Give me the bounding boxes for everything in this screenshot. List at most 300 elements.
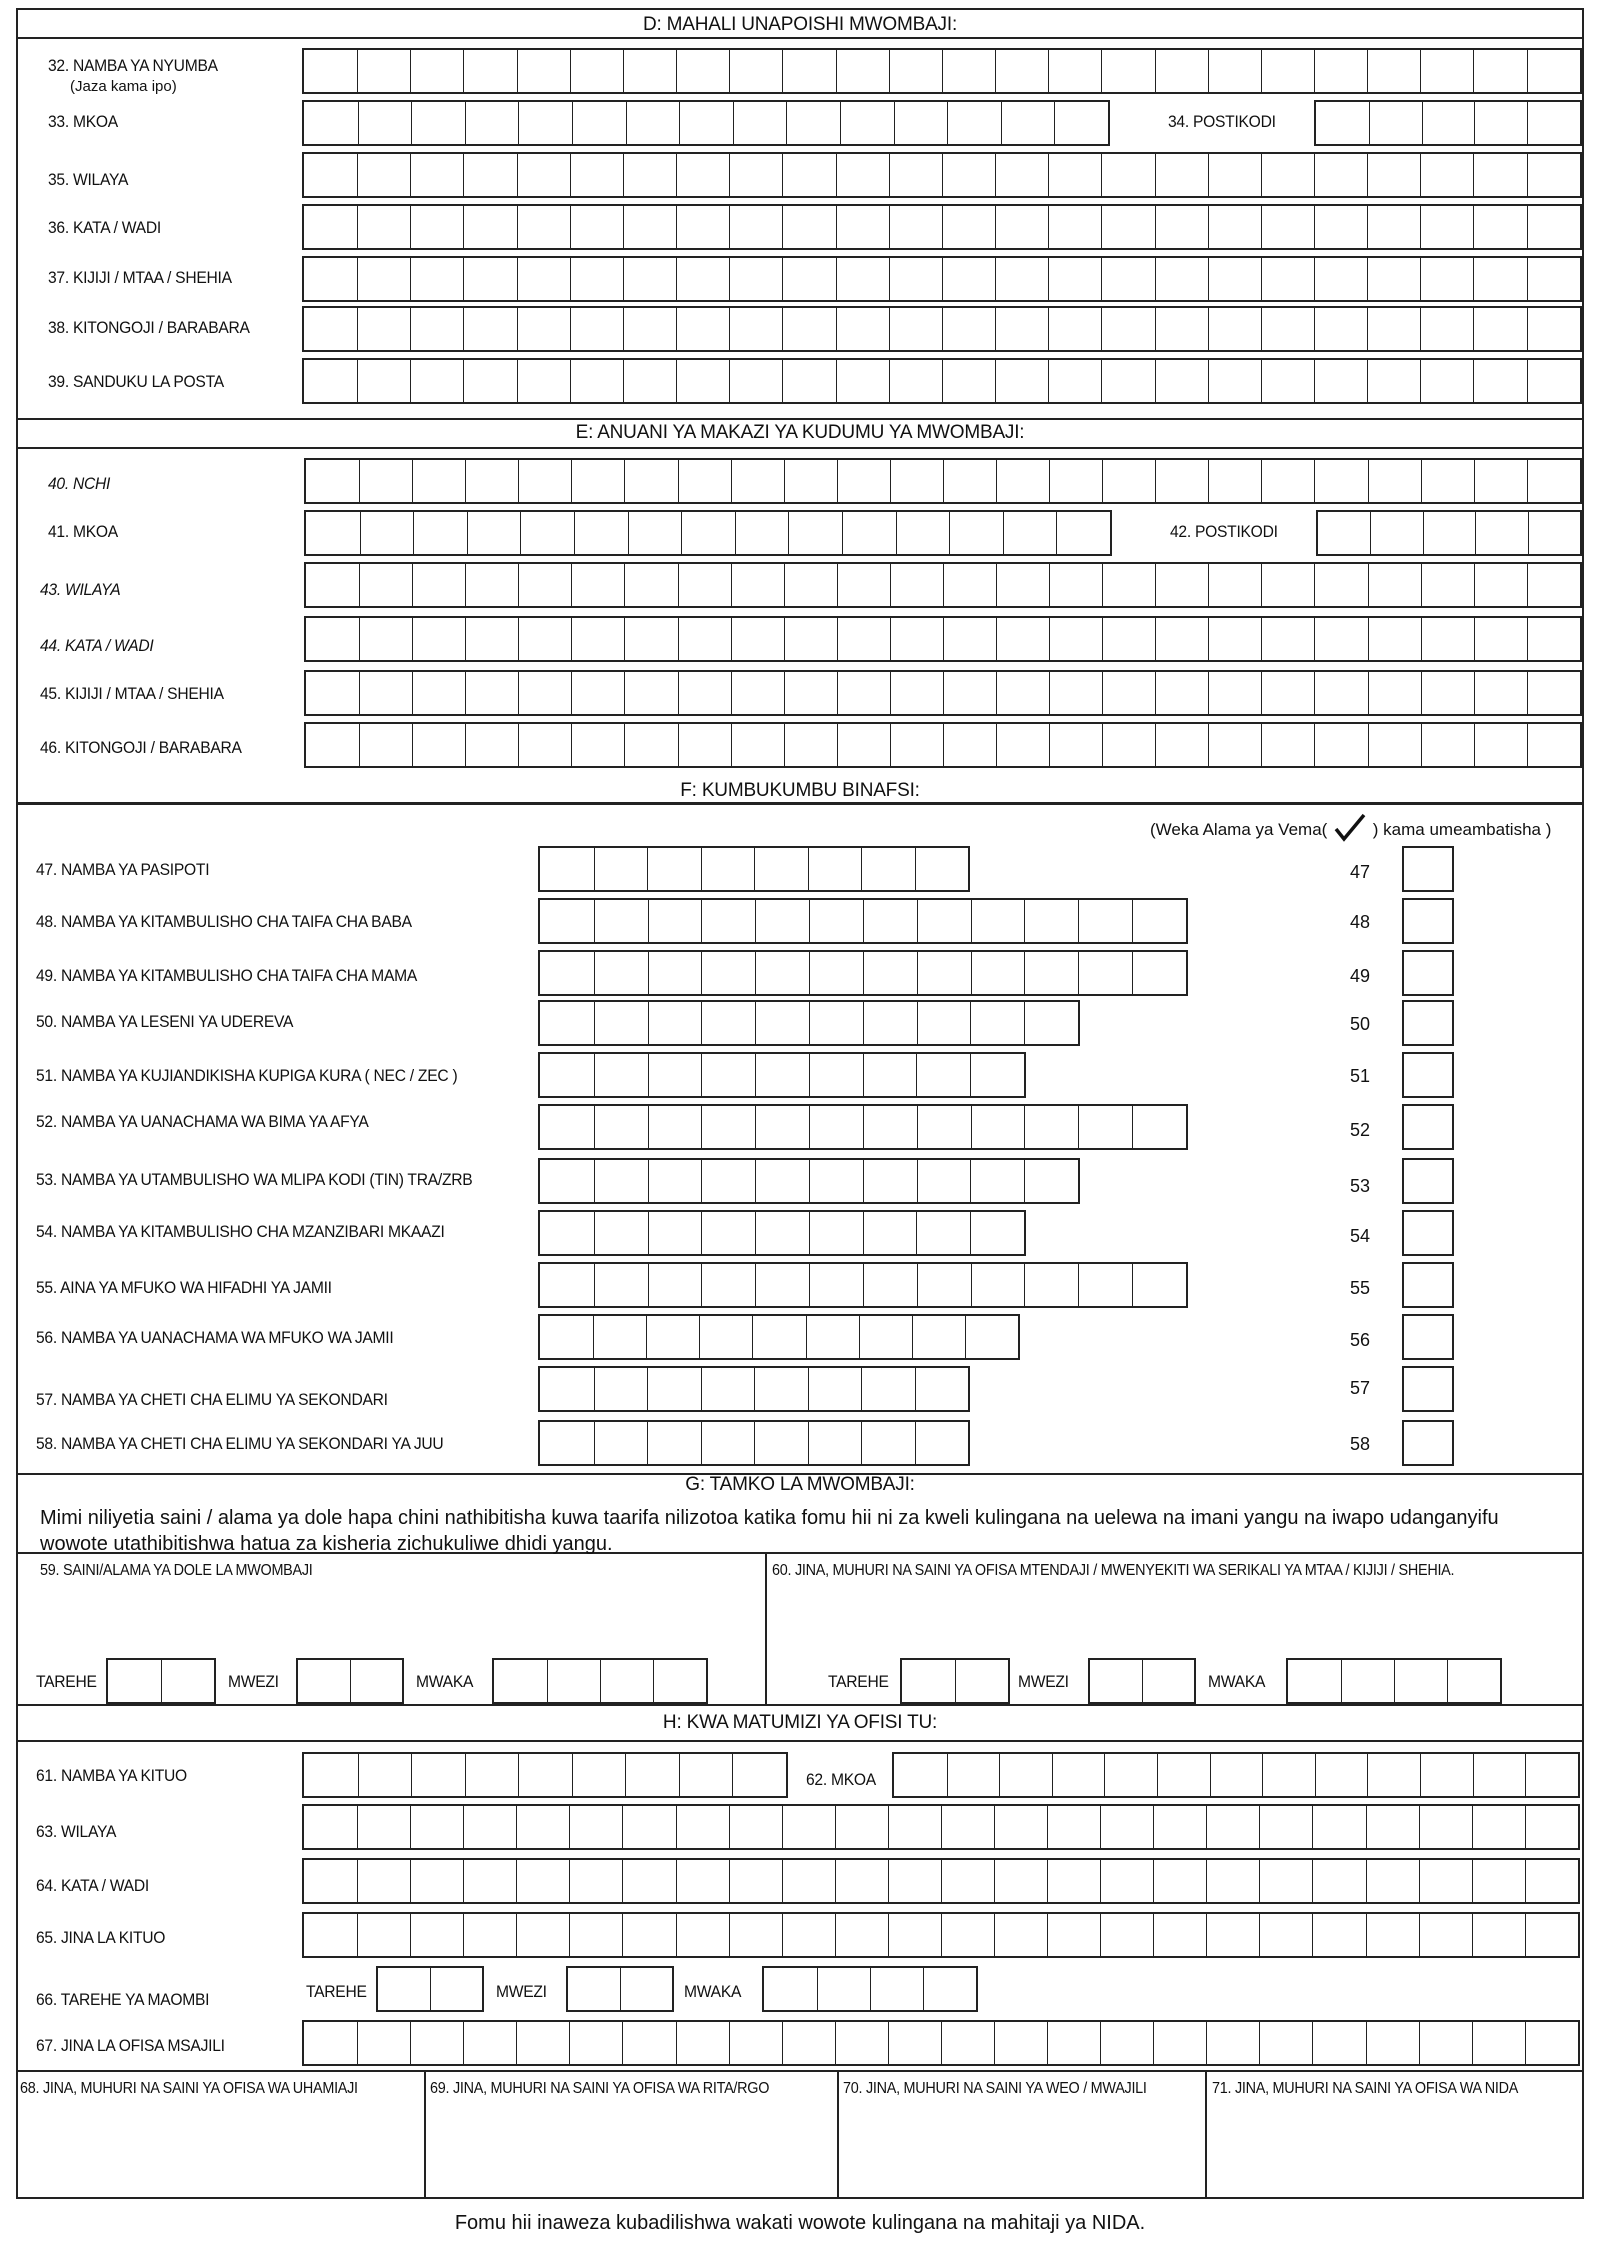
character-cell[interactable] (306, 618, 359, 660)
character-cell[interactable] (835, 1914, 888, 1956)
character-cell[interactable] (701, 952, 755, 994)
character-cell[interactable] (517, 308, 570, 350)
character-cell[interactable] (1102, 618, 1155, 660)
character-cell[interactable] (863, 1212, 917, 1254)
character-cell[interactable] (942, 258, 995, 300)
character-cell[interactable] (863, 1002, 917, 1044)
character-cell[interactable] (995, 258, 1048, 300)
input-ward-d[interactable] (302, 204, 1582, 250)
character-cell[interactable] (679, 1754, 733, 1796)
character-cell[interactable] (1472, 1806, 1525, 1848)
input-month-right[interactable] (1088, 1658, 1196, 1704)
character-cell[interactable] (676, 2022, 729, 2064)
character-cell[interactable] (304, 1754, 358, 1796)
character-cell[interactable] (648, 1264, 702, 1306)
character-cell[interactable] (729, 154, 782, 196)
character-cell[interactable] (1261, 258, 1314, 300)
character-cell[interactable] (995, 50, 1048, 92)
character-cell[interactable] (782, 1806, 835, 1848)
character-cell[interactable] (463, 308, 516, 350)
character-cell[interactable] (701, 1002, 755, 1044)
input-social-fund-membership[interactable] (538, 1314, 1020, 1360)
character-cell[interactable] (304, 2022, 357, 2064)
character-cell[interactable] (890, 672, 943, 714)
character-cell[interactable] (1527, 154, 1580, 196)
input-month-left[interactable] (296, 1658, 404, 1704)
character-cell[interactable] (517, 50, 570, 92)
character-cell[interactable] (788, 512, 842, 554)
character-cell[interactable] (1366, 2022, 1419, 2064)
character-cell[interactable] (943, 564, 996, 606)
character-cell[interactable] (410, 258, 463, 300)
character-cell[interactable] (359, 724, 412, 766)
character-cell[interactable] (889, 258, 942, 300)
character-cell[interactable] (1261, 154, 1314, 196)
character-cell[interactable] (540, 952, 594, 994)
character-cell[interactable] (465, 460, 518, 502)
character-cell[interactable] (733, 102, 787, 144)
character-cell[interactable] (735, 512, 789, 554)
character-cell[interactable] (646, 1316, 699, 1358)
character-cell[interactable] (1024, 952, 1078, 994)
character-cell[interactable] (647, 1368, 701, 1410)
checkbox-father-nid[interactable] (1402, 898, 1454, 944)
character-cell[interactable] (1419, 1806, 1472, 1848)
character-cell[interactable] (808, 848, 862, 890)
character-cell[interactable] (1421, 724, 1474, 766)
character-cell[interactable] (917, 1264, 971, 1306)
character-cell[interactable] (701, 1264, 755, 1306)
character-cell[interactable] (1049, 618, 1102, 660)
character-cell[interactable] (1024, 1106, 1078, 1148)
character-cell[interactable] (729, 206, 782, 248)
character-cell[interactable] (994, 1806, 1047, 1848)
character-cell[interactable] (1314, 672, 1367, 714)
character-cell[interactable] (836, 308, 889, 350)
character-cell[interactable] (594, 1106, 648, 1148)
character-cell[interactable] (676, 1860, 729, 1902)
character-cell[interactable] (678, 460, 731, 502)
character-cell[interactable] (970, 1160, 1024, 1202)
character-cell[interactable] (463, 206, 516, 248)
input-health-insurance[interactable] (538, 1104, 1188, 1150)
character-cell[interactable] (999, 1754, 1052, 1796)
character-cell[interactable] (676, 258, 729, 300)
character-cell[interactable] (837, 460, 890, 502)
character-cell[interactable] (943, 460, 996, 502)
character-cell[interactable] (1132, 900, 1186, 942)
character-cell[interactable] (359, 460, 412, 502)
character-cell[interactable] (1316, 102, 1369, 144)
character-cell[interactable] (889, 308, 942, 350)
character-cell[interactable] (902, 1660, 955, 1702)
character-cell[interactable] (1132, 952, 1186, 994)
character-cell[interactable] (624, 672, 677, 714)
checkbox-advanced-secondary-cert[interactable] (1402, 1420, 1454, 1466)
input-advanced-secondary-cert[interactable] (538, 1420, 970, 1466)
character-cell[interactable] (357, 360, 410, 402)
character-cell[interactable] (729, 50, 782, 92)
character-cell[interactable] (1472, 2022, 1525, 2064)
character-cell[interactable] (594, 1002, 648, 1044)
character-cell[interactable] (1314, 50, 1367, 92)
character-cell[interactable] (1003, 512, 1057, 554)
character-cell[interactable] (1262, 1754, 1315, 1796)
character-cell[interactable] (1527, 724, 1580, 766)
character-cell[interactable] (863, 900, 917, 942)
character-cell[interactable] (809, 1160, 863, 1202)
input-day-right[interactable] (900, 1658, 1010, 1704)
character-cell[interactable] (755, 1054, 809, 1096)
character-cell[interactable] (996, 564, 1049, 606)
input-month-h[interactable] (566, 1966, 674, 2012)
character-cell[interactable] (1047, 1806, 1100, 1848)
character-cell[interactable] (943, 672, 996, 714)
character-cell[interactable] (357, 1860, 410, 1902)
character-cell[interactable] (1312, 2022, 1365, 2064)
character-cell[interactable] (304, 360, 357, 402)
character-cell[interactable] (572, 102, 626, 144)
character-cell[interactable] (809, 1002, 863, 1044)
character-cell[interactable] (1473, 154, 1526, 196)
character-cell[interactable] (970, 1212, 1024, 1254)
character-cell[interactable] (889, 206, 942, 248)
character-cell[interactable] (916, 1054, 970, 1096)
character-cell[interactable] (647, 1422, 701, 1464)
checkbox-mother-nid[interactable] (1402, 950, 1454, 996)
character-cell[interactable] (835, 1860, 888, 1902)
character-cell[interactable] (1261, 724, 1314, 766)
character-cell[interactable] (836, 206, 889, 248)
character-cell[interactable] (465, 672, 518, 714)
character-cell[interactable] (1367, 1754, 1420, 1796)
character-cell[interactable] (594, 1368, 648, 1410)
character-cell[interactable] (784, 460, 837, 502)
character-cell[interactable] (1056, 512, 1110, 554)
character-cell[interactable] (942, 308, 995, 350)
character-cell[interactable] (1155, 618, 1208, 660)
character-cell[interactable] (569, 1860, 622, 1902)
character-cell[interactable] (1155, 308, 1208, 350)
character-cell[interactable] (1024, 1160, 1078, 1202)
character-cell[interactable] (410, 2022, 463, 2064)
character-cell[interactable] (782, 308, 835, 350)
character-cell[interactable] (1048, 206, 1101, 248)
character-cell[interactable] (357, 154, 410, 196)
character-cell[interactable] (1314, 258, 1367, 300)
character-cell[interactable] (995, 360, 1048, 402)
character-cell[interactable] (678, 672, 731, 714)
character-cell[interactable] (1047, 1914, 1100, 1956)
character-cell[interactable] (1024, 900, 1078, 942)
character-cell[interactable] (942, 154, 995, 196)
character-cell[interactable] (1420, 308, 1473, 350)
character-cell[interactable] (786, 102, 840, 144)
character-cell[interactable] (784, 724, 837, 766)
character-cell[interactable] (540, 1054, 594, 1096)
character-cell[interactable] (569, 2022, 622, 2064)
input-station-number[interactable] (302, 1752, 788, 1798)
character-cell[interactable] (304, 1860, 357, 1902)
character-cell[interactable] (1259, 1914, 1312, 1956)
character-cell[interactable] (782, 360, 835, 402)
character-cell[interactable] (648, 952, 702, 994)
character-cell[interactable] (1206, 2022, 1259, 2064)
character-cell[interactable] (463, 1914, 516, 1956)
input-registrar-name[interactable] (302, 2020, 1580, 2066)
character-cell[interactable] (681, 512, 735, 554)
character-cell[interactable] (623, 360, 676, 402)
character-cell[interactable] (572, 1754, 626, 1796)
character-cell[interactable] (1052, 1754, 1105, 1796)
character-cell[interactable] (836, 50, 889, 92)
character-cell[interactable] (836, 360, 889, 402)
character-cell[interactable] (731, 564, 784, 606)
character-cell[interactable] (890, 618, 943, 660)
input-zanzibar-id[interactable] (538, 1210, 1026, 1256)
character-cell[interactable] (412, 724, 465, 766)
character-cell[interactable] (518, 1754, 572, 1796)
character-cell[interactable] (1048, 360, 1101, 402)
character-cell[interactable] (1049, 672, 1102, 714)
character-cell[interactable] (624, 564, 677, 606)
character-cell[interactable] (1420, 50, 1473, 92)
character-cell[interactable] (540, 1212, 594, 1254)
character-cell[interactable] (782, 258, 835, 300)
character-cell[interactable] (1208, 258, 1261, 300)
character-cell[interactable] (1024, 1002, 1078, 1044)
character-cell[interactable] (306, 460, 359, 502)
character-cell[interactable] (571, 672, 624, 714)
character-cell[interactable] (1525, 1754, 1578, 1796)
character-cell[interactable] (410, 206, 463, 248)
character-cell[interactable] (915, 1422, 969, 1464)
character-cell[interactable] (600, 1660, 653, 1702)
input-postcode-d[interactable] (1314, 100, 1582, 146)
character-cell[interactable] (1525, 2022, 1578, 2064)
character-cell[interactable] (1048, 154, 1101, 196)
character-cell[interactable] (1473, 1754, 1526, 1796)
character-cell[interactable] (1142, 1660, 1194, 1702)
character-cell[interactable] (678, 724, 731, 766)
character-cell[interactable] (1421, 618, 1474, 660)
character-cell[interactable] (840, 102, 894, 144)
character-cell[interactable] (304, 102, 358, 144)
character-cell[interactable] (676, 360, 729, 402)
character-cell[interactable] (701, 1160, 755, 1202)
character-cell[interactable] (648, 1160, 702, 1202)
character-cell[interactable] (947, 102, 1001, 144)
character-cell[interactable] (540, 900, 594, 942)
character-cell[interactable] (1473, 258, 1526, 300)
character-cell[interactable] (1101, 258, 1154, 300)
character-cell[interactable] (463, 360, 516, 402)
character-cell[interactable] (995, 308, 1048, 350)
character-cell[interactable] (594, 1264, 648, 1306)
character-cell[interactable] (594, 900, 648, 942)
input-secondary-cert[interactable] (538, 1366, 970, 1412)
character-cell[interactable] (357, 206, 410, 248)
character-cell[interactable] (894, 1754, 947, 1796)
character-cell[interactable] (298, 1660, 350, 1702)
character-cell[interactable] (1049, 724, 1102, 766)
character-cell[interactable] (306, 512, 360, 554)
character-cell[interactable] (1101, 50, 1154, 92)
character-cell[interactable] (1367, 360, 1420, 402)
character-cell[interactable] (1527, 564, 1580, 606)
character-cell[interactable] (1527, 672, 1580, 714)
character-cell[interactable] (1208, 50, 1261, 92)
character-cell[interactable] (1024, 1264, 1078, 1306)
character-cell[interactable] (1208, 154, 1261, 196)
character-cell[interactable] (1155, 564, 1208, 606)
character-cell[interactable] (463, 1806, 516, 1848)
character-cell[interactable] (809, 1106, 863, 1148)
character-cell[interactable] (701, 900, 755, 942)
character-cell[interactable] (863, 1160, 917, 1202)
character-cell[interactable] (1368, 564, 1421, 606)
character-cell[interactable] (1157, 1754, 1210, 1796)
character-cell[interactable] (1527, 360, 1580, 402)
character-cell[interactable] (628, 512, 682, 554)
character-cell[interactable] (1261, 564, 1314, 606)
character-cell[interactable] (809, 1054, 863, 1096)
character-cell[interactable] (890, 460, 943, 502)
character-cell[interactable] (1208, 672, 1261, 714)
character-cell[interactable] (540, 848, 594, 890)
character-cell[interactable] (1259, 1860, 1312, 1902)
character-cell[interactable] (1047, 1860, 1100, 1902)
character-cell[interactable] (942, 206, 995, 248)
character-cell[interactable] (1314, 360, 1367, 402)
character-cell[interactable] (1259, 1806, 1312, 1848)
character-cell[interactable] (955, 1660, 1008, 1702)
character-cell[interactable] (1366, 1860, 1419, 1902)
character-cell[interactable] (889, 360, 942, 402)
character-cell[interactable] (861, 848, 915, 890)
character-cell[interactable] (1474, 564, 1527, 606)
character-cell[interactable] (888, 1914, 941, 1956)
character-cell[interactable] (1315, 1754, 1368, 1796)
checkbox-social-fund-membership[interactable] (1402, 1314, 1454, 1360)
character-cell[interactable] (1447, 1660, 1500, 1702)
character-cell[interactable] (1473, 308, 1526, 350)
character-cell[interactable] (1394, 1660, 1447, 1702)
character-cell[interactable] (923, 1968, 976, 2010)
character-cell[interactable] (1367, 206, 1420, 248)
character-cell[interactable] (540, 1368, 594, 1410)
checkbox-driving-license[interactable] (1402, 1000, 1454, 1046)
character-cell[interactable] (463, 258, 516, 300)
character-cell[interactable] (917, 1002, 971, 1044)
character-cell[interactable] (1472, 1860, 1525, 1902)
character-cell[interactable] (517, 154, 570, 196)
character-cell[interactable] (653, 1660, 706, 1702)
character-cell[interactable] (754, 1368, 808, 1410)
character-cell[interactable] (1208, 206, 1261, 248)
character-cell[interactable] (1206, 1860, 1259, 1902)
character-cell[interactable] (108, 1660, 161, 1702)
character-cell[interactable] (1153, 1860, 1206, 1902)
character-cell[interactable] (1100, 1806, 1153, 1848)
character-cell[interactable] (411, 102, 465, 144)
character-cell[interactable] (676, 308, 729, 350)
character-cell[interactable] (410, 1860, 463, 1902)
character-cell[interactable] (809, 1212, 863, 1254)
character-cell[interactable] (1102, 672, 1155, 714)
character-cell[interactable] (764, 1968, 817, 2010)
character-cell[interactable] (729, 308, 782, 350)
character-cell[interactable] (1473, 50, 1526, 92)
character-cell[interactable] (410, 50, 463, 92)
character-cell[interactable] (463, 50, 516, 92)
character-cell[interactable] (1474, 460, 1527, 502)
character-cell[interactable] (1420, 258, 1473, 300)
character-cell[interactable] (1155, 50, 1208, 92)
character-cell[interactable] (540, 1316, 593, 1358)
input-district-h[interactable] (302, 1804, 1580, 1850)
character-cell[interactable] (1475, 512, 1527, 554)
character-cell[interactable] (943, 618, 996, 660)
character-cell[interactable] (304, 308, 357, 350)
character-cell[interactable] (412, 618, 465, 660)
character-cell[interactable] (304, 258, 357, 300)
character-cell[interactable] (518, 102, 572, 144)
character-cell[interactable] (1368, 724, 1421, 766)
character-cell[interactable] (648, 1212, 702, 1254)
character-cell[interactable] (1314, 618, 1367, 660)
character-cell[interactable] (941, 2022, 994, 2064)
character-cell[interactable] (806, 1316, 859, 1358)
character-cell[interactable] (648, 900, 702, 942)
character-cell[interactable] (1527, 102, 1580, 144)
character-cell[interactable] (996, 724, 1049, 766)
character-cell[interactable] (570, 50, 623, 92)
character-cell[interactable] (1420, 1754, 1473, 1796)
character-cell[interactable] (540, 1106, 594, 1148)
character-cell[interactable] (1288, 1660, 1341, 1702)
character-cell[interactable] (994, 1860, 1047, 1902)
character-cell[interactable] (994, 2022, 1047, 2064)
character-cell[interactable] (518, 460, 571, 502)
character-cell[interactable] (1048, 258, 1101, 300)
character-cell[interactable] (467, 512, 521, 554)
character-cell[interactable] (568, 1968, 620, 2010)
input-day-h[interactable] (376, 1966, 484, 2012)
character-cell[interactable] (917, 952, 971, 994)
character-cell[interactable] (837, 724, 890, 766)
character-cell[interactable] (912, 1316, 965, 1358)
character-cell[interactable] (896, 512, 950, 554)
character-cell[interactable] (570, 154, 623, 196)
character-cell[interactable] (1369, 102, 1422, 144)
character-cell[interactable] (782, 154, 835, 196)
character-cell[interactable] (1312, 1806, 1365, 1848)
character-cell[interactable] (623, 206, 676, 248)
character-cell[interactable] (1132, 1106, 1186, 1148)
character-cell[interactable] (732, 1754, 786, 1796)
character-cell[interactable] (540, 1264, 594, 1306)
character-cell[interactable] (410, 154, 463, 196)
character-cell[interactable] (1078, 900, 1132, 942)
character-cell[interactable] (594, 1054, 648, 1096)
character-cell[interactable] (755, 1212, 809, 1254)
character-cell[interactable] (540, 1422, 594, 1464)
character-cell[interactable] (1423, 512, 1475, 554)
character-cell[interactable] (625, 1754, 679, 1796)
input-year-left[interactable] (492, 1658, 708, 1704)
character-cell[interactable] (701, 1368, 755, 1410)
